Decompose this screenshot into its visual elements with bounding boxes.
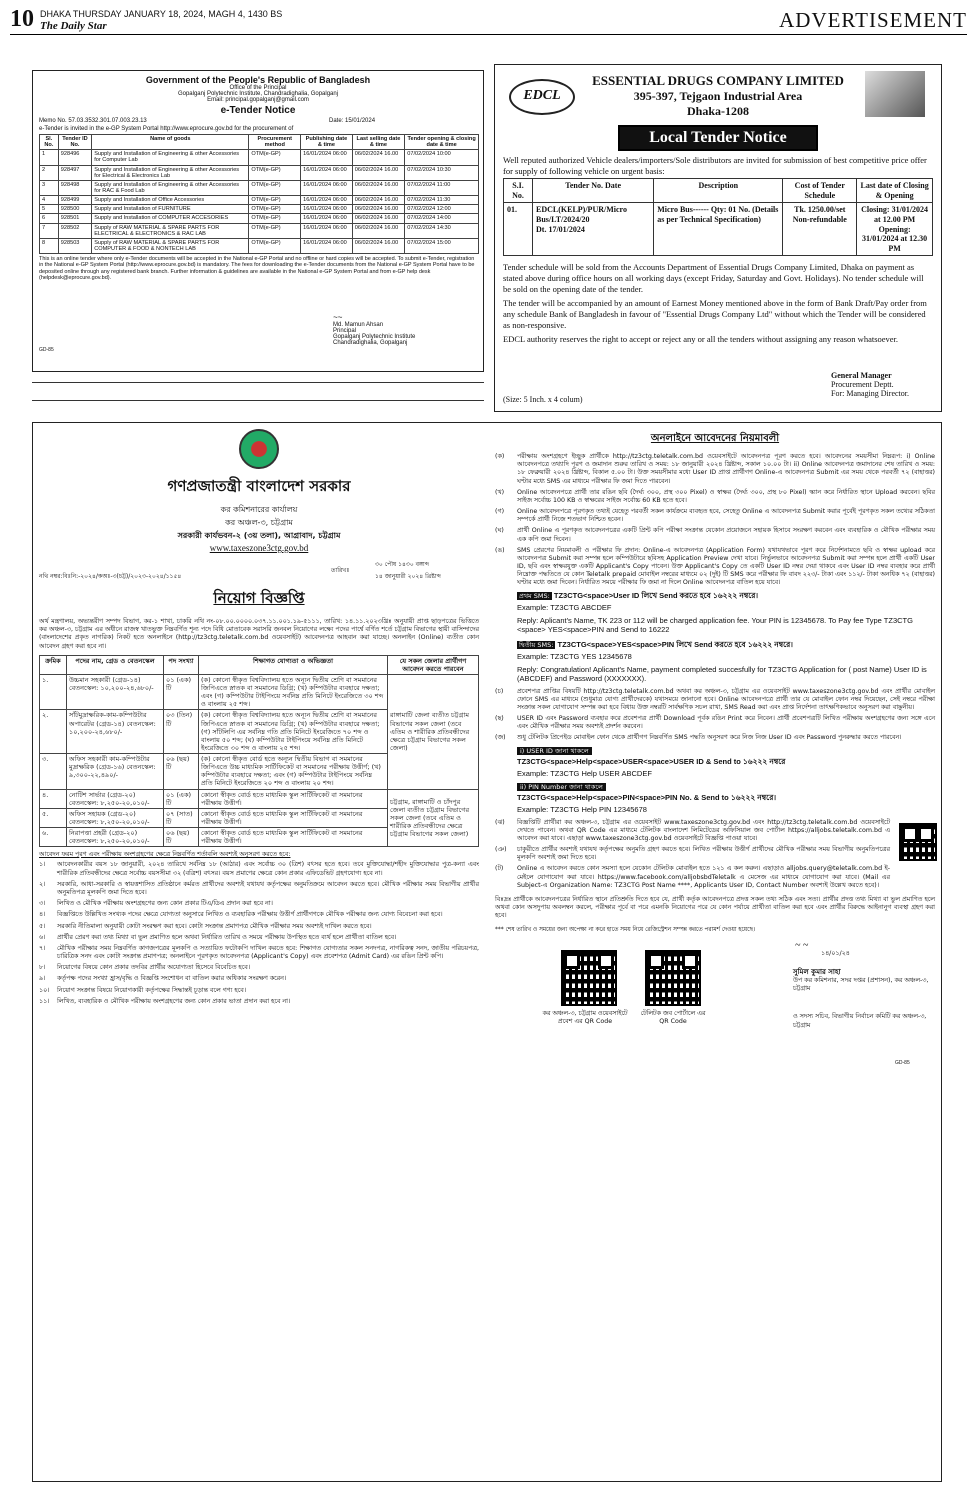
qr-and-signature [495, 940, 935, 1070]
table-cell: 8 [40, 238, 59, 253]
post-qualification: কোনো স্বীকৃত বোর্ড হতে মাধ্যমিক স্কুল সার্টিফিকেট বা সমমানের পরীক্ষায় উত্তীর্ণ। [199, 789, 388, 808]
rule-text: Online এ আবেদন করতে কোন সমস্যা হলে যেকোন টেলিটক মোবাইল হতে ১২১ এ কল করুন। এছাড়াও alljobs.query@teletalk.com.bd ই-মেইলে যোগাযোগ করা যাবে। https://www.facebook.com/alljobsbdTeletalk এ মেসেজ এর মাধ্যমে যোগাযোগ করা যাবে। (Mail এর Subject-এ Organization Name: TZ3CTG Post Name ****, Applicants User ID, Contact Number অবশ্যই উল্লেখ করতে হবে)। [517, 865, 890, 889]
rule-item [495, 547, 935, 588]
memo-number: নথি নম্বর:বিঃনি:-২০২৪/কঅঃ-৩(চট্ট)/২০২৩-২০২৪/১১৫৪ [39, 573, 182, 580]
sms1-label: প্রথম SMS: [519, 591, 550, 600]
post-sl: ৩. [40, 754, 67, 790]
column-header: Publishing date & time [301, 135, 353, 150]
post-sl: ৪. [40, 789, 67, 808]
table-row [40, 180, 479, 195]
signatory-title: উপ কর কমিশনার, সদর দপ্তর (প্রশাসন), কর অঞ্চল-৩, চট্টগ্রাম [793, 977, 929, 993]
condition-text: আবেদনকারীর বয়স ১৮ জানুয়ারী, ২০২৪ তারিখে সর্বনিম্ন ১৮ (আঠার) এবং সর্বোচ্চ ৩০ (ত্রিশ) বৎসর হতে হবে। তবে মুক্তিযোদ্ধা/শহীদ মুক্তিযোদ্ধার পুত্র-কন্যা এবং শারীরিক প্রতিবন্ধীদের ক্ষেত্রে সর্বোচ্চ বয়সসীমা ৩২ (বত্রিশ) বৎসর। বয়স প্রমাণের ক্ষেত্রে কোন প্রকার এফিডেভিট গ্রহণযোগ্য হবে না। [57, 861, 479, 877]
condition-number: ১। [39, 861, 46, 869]
table-cell: OTM(e-GP) [249, 165, 301, 180]
signature-scribble: ~ ~ [795, 940, 809, 952]
section-title: ADVERTISEMENT [779, 8, 967, 32]
condition-item [39, 945, 479, 961]
column-header: Description [654, 179, 783, 203]
condition-number: ১১। [39, 997, 50, 1005]
condition-number: ৭। [39, 944, 46, 952]
post-name: অফিস সহায়ক (গ্রেড-২০) বেতনস্কেল: ৮,২৫০-২০,০১০/- [67, 808, 164, 827]
sig-for: For: Managing Director. [831, 389, 909, 398]
office-line: Office of the Principal [229, 85, 287, 91]
table-cell: 07/02/2024 11:30 [405, 196, 479, 205]
table-row [40, 223, 479, 238]
signature-scribble: ~~ [333, 313, 343, 322]
signatory-name: সুমিল কুমার সাহা [793, 968, 841, 977]
condition-item [39, 911, 479, 919]
table-cell: 06/02/2024 16.00 [352, 196, 405, 205]
company-name: ESSENTIAL DRUGS COMPANY LIMITED [592, 73, 844, 88]
condition-text: মৌখিক পরীক্ষার সময় নিম্নবর্ণিত কাগজপত্রের মূলকপি ও সত্যায়িত ফটোকপি দাখিল করতে হবে: শিক্ষাগত যোগ্যতার সকল সনদপত্র, নাগরিকত্ব সনদ, জাতীয় পরিচয়পত্র, চারিত্রিক সনদ এবং কোটা সংক্রান্ত প্রমাণপত্র; অনলাইনে পূরণকৃত আবেদনপত্র (Applicant's Copy) এবং প্রবেশপত্র (Admit Card) এর রঙিন প্রিন্ট কপি। [57, 944, 479, 961]
rule-text: চাকুরীতে প্রার্থীর অবশ্যই যথাযথ কর্তৃপক্ষের অনুমতি গ্রহণ করতে হবে। লিখিত পরীক্ষায় উত্তীর্ণ প্রার্থীদের মৌখিক পরীক্ষার সময় বিভাগীয় অনুমতিপত্রের মূলকপি অবশ্যই জমা দিতে হবে। [517, 846, 890, 862]
qr2-caption: টেলিটক জব পোর্টালে এর QR Code [640, 1010, 706, 1026]
table-cell: 928499 [58, 196, 91, 205]
left-column [39, 429, 479, 1009]
signer-institute: Gopalganj Polytechnic Institute [333, 334, 416, 340]
dateline: DHAKA THURSDAY JANUARY 18, 2024, MAGH 4, 1430 BS [40, 9, 283, 19]
table-cell: 16/01/2024 06:00 [301, 150, 353, 165]
edcl-para-3: EDCL authority reserves the right to accept or reject any or all the tenders without assigning any reason whatsoever. [503, 334, 899, 345]
column-header: পদের নাম, গ্রেড ও বেতনস্কেল [67, 655, 164, 674]
memo-date: Date: 15/01/2024 [329, 118, 376, 124]
pin-command: TZ3CTG<space>Help<space>PIN<space>PIN No. & Send to ১৬২২২ নম্বরে। [517, 792, 777, 802]
table-cell: Supply and Installation of Engineering & other Accessories for Electrical & Electronics Lab [92, 165, 249, 180]
table-cell: OTM(e-GP) [249, 150, 301, 165]
pin-example: Example: TZ3CTG Help PIN 12345678 [517, 804, 647, 814]
table-cell: 07/02/2024 14:30 [405, 223, 479, 238]
tender-no: EDCL(KELP)/PUR/Micro Bus/LT/2024/20 [536, 205, 627, 225]
rule-item [495, 508, 935, 524]
table-cell: 7 [40, 223, 59, 238]
closing-date: Closing: 31/01/2024 at 12.00 PM [861, 205, 929, 225]
table-cell: 07/02/2024 12:00 [405, 205, 479, 214]
condition-item [39, 923, 479, 931]
online-rules-title: অনলাইনে আবেদনের নিয়মাবলী [650, 433, 780, 444]
column-header: পদ সংখ্যা [164, 655, 199, 674]
building-name: সরকারী কার্যভবন-২ (৩য় তলা), আগ্রাবাদ, চট্টগ্রাম [177, 531, 341, 540]
rule-text: Online আবেদনপত্রে পূরণকৃত তথ্যই যেহেতু পরবর্তী সকল কার্যক্রমে ব্যবহৃত হবে, সেহেতু Online এ আবেদনপত্র Submit করার পূর্বেই পূরণকৃত সকল তথ্যের সঠিকতা সম্পর্কে প্রার্থী নিজে শতভাগ নিশ্চিত হবেন। [517, 508, 935, 524]
table-cell: Supply and Installation of Engineering & other Accessories for Computer Lab [92, 150, 249, 165]
rule-number: (ট) [495, 865, 504, 873]
table-cell: 16/01/2024 06:00 [301, 180, 353, 195]
uid-command: TZ3CTG<space>Help<space>USER<space>USER ID & Send to ১৬২২২ নম্বরে [517, 756, 786, 766]
table-cell: 928500 [58, 205, 91, 214]
condition-item [39, 987, 479, 995]
date-bangla: ৩০ পৌষ ১৪৩০ বঙ্গাব্দ [375, 561, 429, 568]
rule-number: (ঙ) [495, 546, 505, 554]
rule-text: শুধু টেলিটক প্রিপেইড মোবাইল ফোন থেকে প্রার্থীগণ নিম্নবর্ণিত SMS পদ্ধতি অনুসরণ করে নিজ নিজ User ID এবং Password পুনরুদ্ধার করতে পারবেন। [517, 734, 902, 742]
table-cell: 928496 [58, 150, 91, 165]
table-cell: 06/02/2024 16.00 [352, 223, 405, 238]
post-sl: ৬. [40, 828, 67, 847]
date-label: তারিখঃ [331, 567, 350, 574]
table-cell: 928503 [58, 238, 91, 253]
condition-text: প্রার্থীর প্রেরণ করা তথ্য মিথ্যা বা ভুল প্রমাণিত হলে অথবা নির্ধারিত তারিখ ও সময়ে পরীক্ষায় উপস্থিত হতে ব্যর্থ হলে প্রার্থীতা বাতিল হবে। [57, 933, 397, 941]
edcl-intro: Well reputed authorized Vehicle dealers/importers/Sole distributors are invited for submission of best competitive price offer for supply of following vehicle on urgent basis: [503, 155, 927, 176]
gopalganj-tender-ad [32, 70, 484, 372]
condition-text: কর্তৃপক্ষ পদের সংখ্যা হ্রাস/বৃদ্ধি ও বিজ্ঞপ্তি সংশোধন বা বাতিল করার অধিকার সংরক্ষণ করেন। [57, 975, 287, 983]
table-row [40, 205, 479, 214]
online-rules-3-wrap [495, 819, 935, 890]
cell-desc: Micro Bus------ Qty: 01 No. (Details as per Technical Specification) [654, 203, 783, 256]
column-header: Last selling date & time [352, 135, 405, 150]
signature-block [333, 313, 483, 346]
post-count: ০৩ (তিন) টি [164, 710, 199, 754]
conditions-list [39, 861, 479, 1005]
table-cell: 928498 [58, 180, 91, 195]
table-cell: OTM(e-GP) [249, 196, 301, 205]
opening-date: Opening: 31/01/2024 at 12.30 PM [862, 224, 928, 253]
edcl-para-1: Tender schedule will be sold from the Accounts Department of Essential Drugs Company Limited, Dhaka on payment as stated above during office hours on all working days (except Friday, Saturday and Govt. Holidays). No tender schedule will be sold on the opening date of the tender. [503, 262, 924, 294]
rule-text: পরীক্ষায় অংশগ্রহণে ইচ্ছুক প্রার্থীকে http://tz3ctg.teletalk.com.bd ওয়েবসাইটে আবেদনপত্র পূরণ করতে হবে। আবেদনের সময়সীমা নিম্নরূপ: i) Online আবেদনপত্রে তথ্যাদি পূরণ ও জমাদান শুরুর তারিখ ও সময়: ১৮ জানুয়ারী ২০২৪ খ্রিষ্টাব্দ, সকাল ১০.০০ টা। ii) Online আবেদনপত্র জমাদানের শেষ তারিখ ও সময়: ১৮ ফেব্রুয়ারী ২০২৪ খ্রিষ্টাব্দ, বিকাল ৫.০০ টা। উক্ত সময়সীমার মধ্যে User ID প্রাপ্ত প্রার্থীগণ Online-এ আবেদনপত্র Submit এর সময় থেকে পরবর্তী ৭২ (বাহাত্তর) ঘণ্টার মধ্যে SMS এর মাধ্যমে পরীক্ষার ফি জমা দিতে পারবেন। [517, 453, 935, 485]
uid-example: Example: TZ3CTG Help USER ABCDEF [517, 768, 652, 778]
condition-item [39, 881, 479, 897]
conditions-title: আবেদন ফরম পূরণ এবং পরীক্ষায় অংশগ্রহণের ক্ষেত্রে নিম্নবর্ণিত শর্তাবলি অবশ্যই অনুসরণ করতে হবে: [39, 851, 291, 859]
condition-number: ৩। [39, 900, 46, 908]
sms1-command: TZ3CTG<space>User ID লিখে Send করতে হবে ১৬২২২ নম্বরে। [553, 590, 759, 600]
column-header: Tender ID No. [58, 135, 91, 150]
post-count: ০১ (এক) টি [164, 789, 199, 808]
signer-name: Md. Mamun Ahsan [333, 322, 384, 328]
signer-place: Chandradighalia, Gopalganj [333, 340, 408, 346]
table-cell: 16/01/2024 06:00 [301, 214, 353, 223]
zone-name: কর অঞ্চল-৩, চট্টগ্রাম [225, 518, 293, 527]
paper-name: The Daily Star [40, 20, 107, 32]
rule-number: (চ) [495, 687, 504, 695]
rule-number: (খ) [495, 488, 505, 496]
rule-number: (ছ) [495, 715, 504, 723]
tender-footer: This is an online tender where only e-Tender documents will be accepted in the National e-GP Portal and no offline or hard copies will be accepted. To submit e-Tender, registration in the National e-GP System Portal (http://www.eprocure.gov.bd) is mandatory. The fees for downloading the e-Tender documents from the National e-GP System Portal have to be deposited online through any registered bank branch. Further information & guidelines are available in the National e-GP System Portal and from e-GP help desk (helpdesk@eprocure.gov.bd). [39, 256, 475, 282]
table-cell: Supply and Installation of COMPUTER ACCESORIES [92, 214, 249, 223]
memo-number: Memo No. 57.03.3532.301.07.003.23.13 [39, 118, 147, 124]
condition-number: ২। [39, 880, 46, 888]
table-cell: 07/02/2024 10:30 [405, 165, 479, 180]
column-header: Procurement method [249, 135, 301, 150]
condition-item [39, 964, 479, 972]
tender-title: e-Tender Notice [220, 105, 296, 116]
ad-size: (Size: 5 Inch. x 4 colum) [503, 395, 583, 404]
table-cell: Supply and Installation of Engineering & other Accessories for RAC & Food Lab [92, 180, 249, 195]
sms1-reply: Reply: Aplicant's Name, TK 223 or 112 will be charged application fee. Your PIN is 12345678. To Pay fee Type TZ3CTG <space> YES<space>PIN and Send to 16222 [517, 615, 913, 634]
condition-number: ৫। [39, 922, 46, 930]
recruitment-intro: অর্থ মন্ত্রণালয়, অভ্যন্তরীণ সম্পদ বিভাগ, কর-১ শাখা, চাকরি নথি নং-০৮.০০.০০০০.০৩৭.১১.০০১.১৯-৫১১১, তারিখ: ১৪.১১.২০২৩খ্রিঃ অনুযায়ী প্রাপ্ত ছাড়পত্রের ভিত্তিতে কর অঞ্চল-৩, চট্টগ্রাম এর অধীনে রাজস্ব খাতভুক্ত নিম্নবর্ণিত শূন্য পদে বিধি মোতাবেক সরাসরি জনবল নিয়োগের লক্ষ্যে পদের পার্শ্বে বর্ণিত শর্তে চট্টগ্রাম বিভাগের স্থায়ী বাসিন্দাদের (বাংলাদেশের প্রকৃত নাগরিক) নিকট হতে অনলাইনে (http://tz3ctg.teletalk.com.bd ওয়েবসাইট) আবেদনপত্র আহবান করা যাচ্ছে। অনলাইন (Online) ব্যতীত কোন আবেদন গ্রহণ করা হবে না। [39, 618, 479, 650]
table-row [40, 214, 479, 223]
post-qualification: কোনো স্বীকৃত বোর্ড হতে মাধ্যমিক স্কুল সার্টিফিকেট বা সমমানের পরীক্ষায় উত্তীর্ণ। [199, 828, 388, 847]
post-count: ০১ (এক) টি [164, 674, 199, 710]
condition-text: বিজ্ঞপ্তিতে উল্লিখিত সংখ্যক পদের ক্ষেত্রে যোগ্যতা অনুসারে লিখিত ও ব্যবহারিক পরীক্ষায় উত্তীর্ণ প্রার্থীগণকে মৌখিক পরীক্ষার জন্য যোগ্য বিবেচনা করা হবে। [57, 911, 443, 919]
sms2-command: TZ3CTG<space>YES<space>PIN লিখে Send করতে হবে ১৬২২২ নম্বরে। [557, 639, 793, 649]
table-cell: 07/02/2024 10:00 [405, 150, 479, 165]
cell-sl: 01. [504, 203, 533, 256]
table-cell: Supply and Installation of FURNITURE [92, 205, 249, 214]
rule-text: বিজ্ঞপ্তিটি প্রার্থীরা কর অঞ্চল-৩, চট্টগ্রাম এর ওয়েবসাইট www.taxeszone3ctg.gov.bd এবং http://tz3ctg.teletalk.com.bd ওয়েবসাইটে দেখতে পাবেন। অথবা QR Code এর মাধ্যমে টেলিটক বাংলাদেশ লিমিটেডের অফিসিয়াল জব পোর্টাল https://alljobs.teletalk.com.bd এ আবেদন করা যাবে। এছাড়া www.taxeszone3ctg.gov.bd ওয়েবসাইটে বিজ্ঞপ্তি পাওয়া যাবে। [517, 818, 890, 842]
condition-number: ৪। [39, 911, 46, 919]
pin-label: ii) PIN Number জানা থাকলে [517, 783, 606, 791]
rule-text: USER ID এবং Password ব্যবহার করে প্রবেশপত্র প্রার্থী Download পূর্বক রঙিন Print করে নিবেন। প্রার্থী প্রবেশপত্রটি লিখিত পরীক্ষায় অংশগ্রহণের জন্য সঙ্গে এনে এবং মৌখিক পরীক্ষার সময় অবশ্যই প্রদর্শন করবেন। [517, 715, 935, 731]
eligible-districts-b: চট্টগ্রাম, রাঙ্গামাটি ও চাঁদপুর জেলা ব্যতীত চট্টগ্রাম বিভাগের সকল জেলা (তবে এতিম ও শারীরিক প্রতিবন্ধীদের ক্ষেত্রে চট্টগ্রাম বিভাগের সকল জেলা) [388, 789, 479, 847]
table-cell: 06/02/2024 16.00 [352, 180, 405, 195]
edcl-tender-table [503, 178, 933, 256]
advice-note: *** শেষ তারিখ ও সময়ের জন্য অপেক্ষা না করে হাতে সময় নিয়ে রেজিস্ট্রেশন সম্পন্ন করতে পরামর্শ দেওয়া হয়েছে। [495, 926, 756, 933]
table-cell: 07/02/2024 14:00 [405, 214, 479, 223]
condition-item [39, 975, 479, 983]
column-header: Tender No. Date [533, 179, 654, 203]
post-qualification: (ক) কোনো স্বীকৃত বিশ্ববিদ্যালয় হতে অন্যূন দ্বিতীয় শ্রেণি বা সমমানের জিপিএতে স্নাতক বা সমমানের ডিগ্রি; (খ) কম্পিউটার ব্যবহারে দক্ষতা; (গ) সাঁটলিপি এর সর্বনিম্ন গতি প্রতি মিনিটে ইংরেজিতে ৭০ শব্দ ও বাংলায় ৫০ শব্দ; (ঘ) কম্পিউটার টাইপিংয়ে সর্বনিম্ন প্রতি মিনিটে ইংরেজিতে ৩০ শব্দ ও বাংলায় ২৫ শব্দ। [199, 710, 388, 754]
table-cell: 06/02/2024 16.00 [352, 205, 405, 214]
table-cell: Supply and Installation of Office Accessories [92, 196, 249, 205]
column-header: Sl. No. [40, 135, 59, 150]
table-cell: 16/01/2024 06:00 [301, 223, 353, 238]
table-cell: OTM(e-GP) [249, 214, 301, 223]
rule-item [495, 688, 935, 713]
post-name: সাঁটমুদ্রাক্ষরিক-কাম-কম্পিউটার অপারেটর (গ্রেড-১৪) বেতনস্কেল: ১০,২০০-২৪,৬৮০/- [67, 710, 164, 754]
column-header: ক্রমিক [40, 655, 67, 674]
condition-item [39, 861, 479, 877]
condition-text: সরকারি নীতিমালা অনুযায়ী কোটা সংরক্ষণ করা হবে। কোটা সংক্রান্ত প্রমাণপত্র মৌখিক পরীক্ষার সময় অবশ্যই দাখিল করতে হবে। [57, 922, 372, 930]
table-cell: Supply of RAW MATERIAL & SPARE PARTS FOR ELECTRICAL & ELECTRONICS & RAC LAB [92, 223, 249, 238]
edcl-signature [831, 371, 909, 398]
rule-number: (ঘ) [495, 527, 504, 535]
post-sl: ৫. [40, 808, 67, 827]
divider [32, 382, 484, 383]
signatory-role: ও সদস্য সচিব, বিভাগীয় নির্বাচন কমিটি কর অঞ্চল-৩, চট্টগ্রাম [793, 1013, 927, 1029]
table-cell: OTM(e-GP) [249, 205, 301, 214]
sig-dept: Procurement Deptt. [831, 380, 894, 389]
office-name: কর কমিশনারের কার্যালয় [220, 505, 298, 514]
table-cell: 6 [40, 214, 59, 223]
divider [32, 400, 484, 401]
company-city: Dhaka-1208 [686, 104, 749, 118]
column-header: শিক্ষাগত যোগ্যতা ও অভিজ্ঞতা [199, 655, 388, 674]
tender-table [39, 134, 479, 254]
condition-item [39, 998, 479, 1006]
column-header: S.I. No. [504, 179, 533, 203]
table-row [40, 238, 479, 253]
sms2-example: Example: TZ3CTG YES 12345678 [517, 651, 632, 661]
column-header: Tender opening & closing date & time [405, 135, 479, 150]
govt-title: গণপ্রজাতন্ত্রী বাংলাদেশ সরকার [167, 477, 351, 495]
notice-title: নিয়োগ বিজ্ঞপ্তি [213, 589, 305, 607]
sms1-example: Example: TZ3CTG ABCDEF [517, 602, 612, 612]
posts-table [39, 655, 479, 848]
table-cell: 3 [40, 180, 59, 195]
notice-title: Local Tender Notice [618, 125, 818, 151]
company-address: 395-397, Tejgaon Industrial Area [633, 89, 803, 103]
post-qualification: (ক) কোনো স্বীকৃত বিশ্ববিদ্যালয় হতে অন্যূন দ্বিতীয় শ্রেণি বা সমমানের জিপিএতে স্নাতক বা সমমানের ডিগ্রি; (খ) কম্পিউটার ব্যবহারে দক্ষতা; এবং (গ) কম্পিউটার টাইপিংয়ে সর্বনিম্ন প্রতি মিনিটে ইংরেজিতে ৩০ শব্দ ও বাংলায় ২৫ শব্দ। [199, 674, 388, 710]
tender-date: Dt. 17/01/2024 [536, 224, 585, 234]
column-header: Cost of Tender Schedule [783, 179, 857, 203]
post-count: ০৭ (সাত) টি [164, 808, 199, 827]
cell-cost: Tk. 1250.00/set Non-refundable [783, 203, 857, 256]
table-cell: 16/01/2024 06:00 [301, 165, 353, 180]
table-cell: OTM(e-GP) [249, 180, 301, 195]
table-row [40, 165, 479, 180]
rule-item [495, 819, 890, 844]
institute-line: Gopalganj Polytechnic Institute, Chandradighalia, Gopalganj [177, 91, 339, 97]
memo-row [39, 557, 479, 583]
post-name: নিরাপত্তা প্রহরী (গ্রেড-২০) বেতনস্কেল: ৮,২৫০-২০,০১০/- [67, 828, 164, 847]
sms2-reply: Reply: Congratulation! Aplicant's Name, payment completed succesfully for TZ3CTG Application for ( post Name) User ID is (ABCDEF) and Password (XXXXXXX). [517, 664, 927, 683]
condition-number: ৯। [39, 975, 46, 983]
rule-text: Online আবেদনপত্রে প্রার্থী তার রঙিন ছবি (দৈর্ঘ্য ৩০০, প্রস্থ ৩০০ Pixel) ও স্বাক্ষর (দৈর্ঘ্য ৩০০, প্রস্থ ৮০ Pixel) স্ক্যান করে নির্ধারিত স্থানে Upload করবেন। ছবির সাইজ সর্বোচ্চ 100 KB ও স্বাক্ষরের সাইজ সর্বোচ্চ 60 KB হতে হবে। [517, 488, 935, 504]
page-number: 10 [10, 6, 34, 32]
cell-tender [533, 203, 654, 256]
condition-text: নিয়োগের বিষয়ে কোন প্রকার তদবির প্রার্থীর অযোগ্যতা হিসেবে বিবেচিত হবে। [57, 964, 251, 972]
rule-item [495, 453, 935, 486]
sms-section [517, 591, 935, 683]
table-cell: 06/02/2024 16.00 [352, 150, 405, 165]
table-cell: 928502 [58, 223, 91, 238]
table-cell: 07/02/2024 15:00 [405, 238, 479, 253]
post-qualification: কোনো স্বীকৃত বোর্ড হতে মাধ্যমিক স্কুল সার্টিফিকেট বা সমমানের পরীক্ষায় উত্তীর্ণ। [199, 808, 388, 827]
condition-text: নিয়োগ সংক্রান্ত বিষয়ে নিয়োগকারী কর্তৃপক্ষের সিদ্ধান্তই চূড়ান্ত বলে গণ্য হবে। [57, 986, 246, 994]
rule-number: (ঝ) [495, 818, 505, 826]
rule-number: (জ) [495, 734, 506, 742]
rule-text: SMS প্রেরণের নিয়মাবলী ও পরীক্ষার ফি প্রদান: Online-এ আবেদনপত্র (Application Form) যথাযথভাবে পূরণ করে নির্দেশনামতে ছবি ও স্বাক্ষর upload করে আবেদনপত্র Submit করা সম্পন্ন হলে কম্পিউটারে ছবিসহ Application Preview দেখা যাবে। নির্ভুলভাবে আবেদনপত্র Submit করা সম্পন্ন হলে প্রার্থী একটি User ID, ছবি এবং স্বাক্ষরযুক্ত একটি Applicant's Copy পাবেন। উক্ত Applicant's Copy তে একটি User ID নম্বর দেয়া থাকবে এবং User ID নম্বর ব্যবহার করে প্রার্থী নিম্নোক্ত পদ্ধতিতে যে কোন Teletalk prepaid মোবাইল নম্বরের মাধ্যমে ০২ (দুই) টি SMS করে পরীক্ষার ফি বাবদ ২২৩/- টাকা এবং ১১২/- টাকা অনধিক ৭২ (বাহাত্তর) ঘণ্টার মধ্যে জমা দিবেন। নির্ধারিত সময়ে পরীক্ষার ফি জমা না দিলে Online আবেদনপত্র বাতিল হয়ে যাবে। [517, 546, 935, 587]
condition-number: ১০। [39, 986, 50, 994]
ad-code: GD-85 [39, 347, 54, 353]
condition-number: ৬। [39, 933, 46, 941]
date-english: ১৪ জানুয়ারী ২০২৪ খ্রিষ্টাব্দ [375, 573, 441, 580]
table-row [504, 203, 933, 256]
post-name: নোটিশ সার্ভার (গ্রেড-২০) বেতনস্কেল: ৮,২৫০-২০,০১০/- [67, 789, 164, 808]
column-header: যে সকল জেলার প্রার্থীগণ আবেদন করতে পারবেন [388, 655, 479, 674]
rule-text: প্রবেশপত্র প্রাপ্তির বিষয়টি http://tz3ctg.teletalk.com.bd অথবা কর অঞ্চল-৩, চট্টগ্রাম এর ওয়েবসাইট www.taxeszone3ctg.gov.bd এবং প্রার্থীর মোবাইল ফোনে SMS এর মাধ্যমে (শুধুমাত্র যোগ্য প্রার্থীদেরকে) যথাসময়ে জানানো হবে। Online আবেদনপত্রে প্রার্থী তার যে মোবাইল ফোন নম্বর দিয়েছেন, সেই নম্বরে পরীক্ষা সংক্রান্ত সকল যোগাযোগ সম্পন্ন করা হবে বিধায় উক্ত নম্বরটি সার্বক্ষণিক সচল রাখা, SMS Read করা এবং প্রাপ্ত নির্দেশনা তাৎক্ষণিকভাবে অনুসরণ করা বাঞ্ছনীয়। [517, 687, 935, 711]
table-cell: 928497 [58, 165, 91, 180]
column-header: Name of goods [92, 135, 249, 150]
rule-number: (গ) [495, 508, 505, 516]
online-rules-list [495, 453, 935, 588]
qr-code-icon[interactable] [899, 823, 937, 861]
condition-text: লিখিত ও মৌখিক পরীক্ষায় অংশগ্রহণের জন্য কোন প্রকার টিএ/ডিএ প্রদান করা হবে না। [57, 900, 273, 908]
post-sl: ২. [40, 710, 67, 754]
sig-title: General Manager [831, 371, 892, 380]
govt-emblem-icon [239, 429, 279, 469]
cell-closing [857, 203, 933, 256]
table-row [40, 196, 479, 205]
jobportal-qr-code-icon[interactable] [645, 950, 701, 1006]
online-rules-list-3 [495, 819, 890, 890]
table-cell: Supply of RAW MATERIAL & SPARE PARTS FOR COMPUTER & FOOD & NONTECH LAB [92, 238, 249, 253]
rule-number: (ঞ) [495, 846, 507, 854]
edcl-logo: EDCL [509, 79, 575, 115]
table-cell: 06/02/2024 16.00 [352, 238, 405, 253]
edcl-para-2: The tender will be accompanied by an amount of Earnest Money mentioned above in the form of Bank Draft/Pay order from any schedule Bank of Bangladesh in favour of "Essential Drugs Company Ltd" without which the Tender will be considered as non-responsive. [503, 298, 927, 330]
table-row [40, 674, 479, 710]
email-line: Email: principal.gopalganj@gmail.com [207, 97, 309, 103]
condition-number: ৮। [39, 964, 46, 972]
condition-text: লিখিত, ব্যবহারিক ও মৌখিক পরীক্ষায় অংশগ্রহণের জন্য কোন প্রকার ভাতা প্রদান করা হবে না। [57, 997, 291, 1005]
gov-heading: Government of the People's Republic of Bangladesh [145, 75, 371, 85]
table-cell: 06/02/2024 16.00 [352, 214, 405, 223]
condition-text: সরকারি, আধা-সরকারি ও স্বায়ত্তশাসিত প্রতিষ্ঠানে কর্মরত প্রার্থীদের অবশ্যই যথাযথ কর্তৃপক্ষের অনুমতিক্রমে আবেদন করতে হবে। মৌখিক পরীক্ষার সময় বিভাগীয় প্রার্থীর অনুমতিপত্র মূলকপি জমা দিতে হবে। [57, 880, 480, 896]
post-name: অফিস সহকারী কাম-কম্পিউটার মুদ্রাক্ষরিক (গ্রেড-১৬) বেতনস্কেল: ৯,৩০০-২২,৪৯০/- [67, 754, 164, 790]
tender-intro: e-Tender is invited in the e-GP System Portal http://www.eprocure.gov.bd for the procurement of [39, 126, 294, 132]
rule-item [495, 489, 935, 505]
column-header: Last date of Closing & Opening [857, 179, 933, 203]
table-cell: 16/01/2024 06:00 [301, 205, 353, 214]
rule-item [495, 527, 935, 543]
signatory-block [793, 968, 933, 1030]
portrait-image [865, 71, 925, 117]
post-name: উচ্চমান সহকারী (গ্রেড-১৪) বেতনস্কেল: ১০,২০০-২৪,৬৮০/- [67, 674, 164, 710]
rule-item [495, 846, 890, 862]
recovery-section [517, 746, 935, 814]
table-row [40, 150, 479, 165]
table-cell: OTM(e-GP) [249, 223, 301, 238]
rule-text: প্রার্থী Online এ পূরণকৃত আবেদনপত্রের একটি প্রিন্ট কপি পরীক্ষা সংক্রান্ত যেকোন প্রয়োজনে সহায়ক হিসাবে সংরক্ষণ করবেন এবং ব্যবহারিক ও মৌখিক পরীক্ষার সময় এক কপি জমা দিবেন। [517, 527, 935, 543]
signer-title: Principal [333, 328, 357, 334]
online-rules-list-2 [495, 688, 935, 743]
table-cell: OTM(e-GP) [249, 238, 301, 253]
table-cell: 1 [40, 150, 59, 165]
table-row [40, 789, 479, 808]
post-count: ০৬ (ছয়) টি [164, 754, 199, 790]
table-cell: 06/02/2024 16.00 [352, 165, 405, 180]
rule-item [495, 865, 890, 890]
website-qr-code-icon[interactable] [561, 950, 617, 1006]
edcl-tender-ad [494, 64, 942, 412]
recruitment-ad [32, 422, 942, 1482]
rule-item [495, 715, 935, 731]
rule-item [495, 734, 935, 742]
condition-item [39, 934, 479, 942]
post-qualification: (ক) কোনো স্বীকৃত বোর্ড হতে অন্যূন দ্বিতীয় বিভাগ বা সমমানের জিপিএতে উচ্চ মাধ্যমিক সার্টিফিকেট বা সমমানের পরীক্ষায় উত্তীর্ণ; (খ) কম্পিউটার ব্যবহারে দক্ষতা; এবং (গ) কম্পিউটার টাইপিংয়ে সর্বনিম্ন প্রতি মিনিটে ইংরেজিতে ২০ শব্দ ও বাংলায় ২০ শব্দ। [199, 754, 388, 790]
post-count: ০৬ (ছয়) টি [164, 828, 199, 847]
page-header [10, 6, 967, 35]
ad-code: GD-85 [895, 1060, 910, 1067]
table-cell: 16/01/2024 06:00 [301, 196, 353, 205]
govt-website[interactable]: www.taxeszone3ctg.gov.bd [209, 543, 309, 553]
warning-note: বিঃদ্রঃ প্রার্থীকে আবেদনপত্রের নির্ধারিত স্থানে প্রতিশ্রুতি দিতে হবে যে, প্রার্থী কর্তৃক আবেদনপত্রে প্রদত্ত সকল তথ্য সঠিক এবং সত্য। প্রার্থীর প্রদত্ত তথ্য মিথ্যা বা ভুল প্রমাণিত হলে অথবা কোন অসদুপায় অবলম্বন করলে, পরীক্ষার পূর্বে বা পরে এমনকি নিয়োগের পরে যে কোন পর্যায়ে প্রার্থীতা বাতিল করা হবে এবং প্রার্থীর বিরুদ্ধে আইনানুগ ব্যবস্থা গ্রহণ করা হবে। [495, 895, 935, 920]
sms2-label: দ্বিতীয় SMS: [519, 640, 554, 649]
table-cell: 2 [40, 165, 59, 180]
right-column [495, 431, 935, 1070]
table-cell: 16/01/2024 06:00 [301, 238, 353, 253]
table-cell: 928501 [58, 214, 91, 223]
rule-number: (ক) [495, 453, 505, 460]
table-cell: 5 [40, 205, 59, 214]
signature-date: ১৪/০১/২৪ [821, 950, 850, 958]
uid-label: i) USER ID জানা থাকলে [517, 747, 592, 755]
eligible-districts-a: রাঙ্গামাটি জেলা ব্যতীত চট্টগ্রাম বিভাগের সকল জেলা (তবে এতিম ও শারীরিক প্রতিবন্ধীদের ক্ষেত্রে চট্টগ্রাম বিভাগের সকল জেলা) [388, 674, 479, 789]
qr1-caption: কর অঞ্চল-৩, চট্টগ্রাম ওয়েবসাইটে প্রবেশ এর QR Code [542, 1010, 628, 1026]
table-cell: 4 [40, 196, 59, 205]
table-cell: 07/02/2024 11:00 [405, 180, 479, 195]
condition-item [39, 900, 479, 908]
post-sl: ১. [40, 674, 67, 710]
